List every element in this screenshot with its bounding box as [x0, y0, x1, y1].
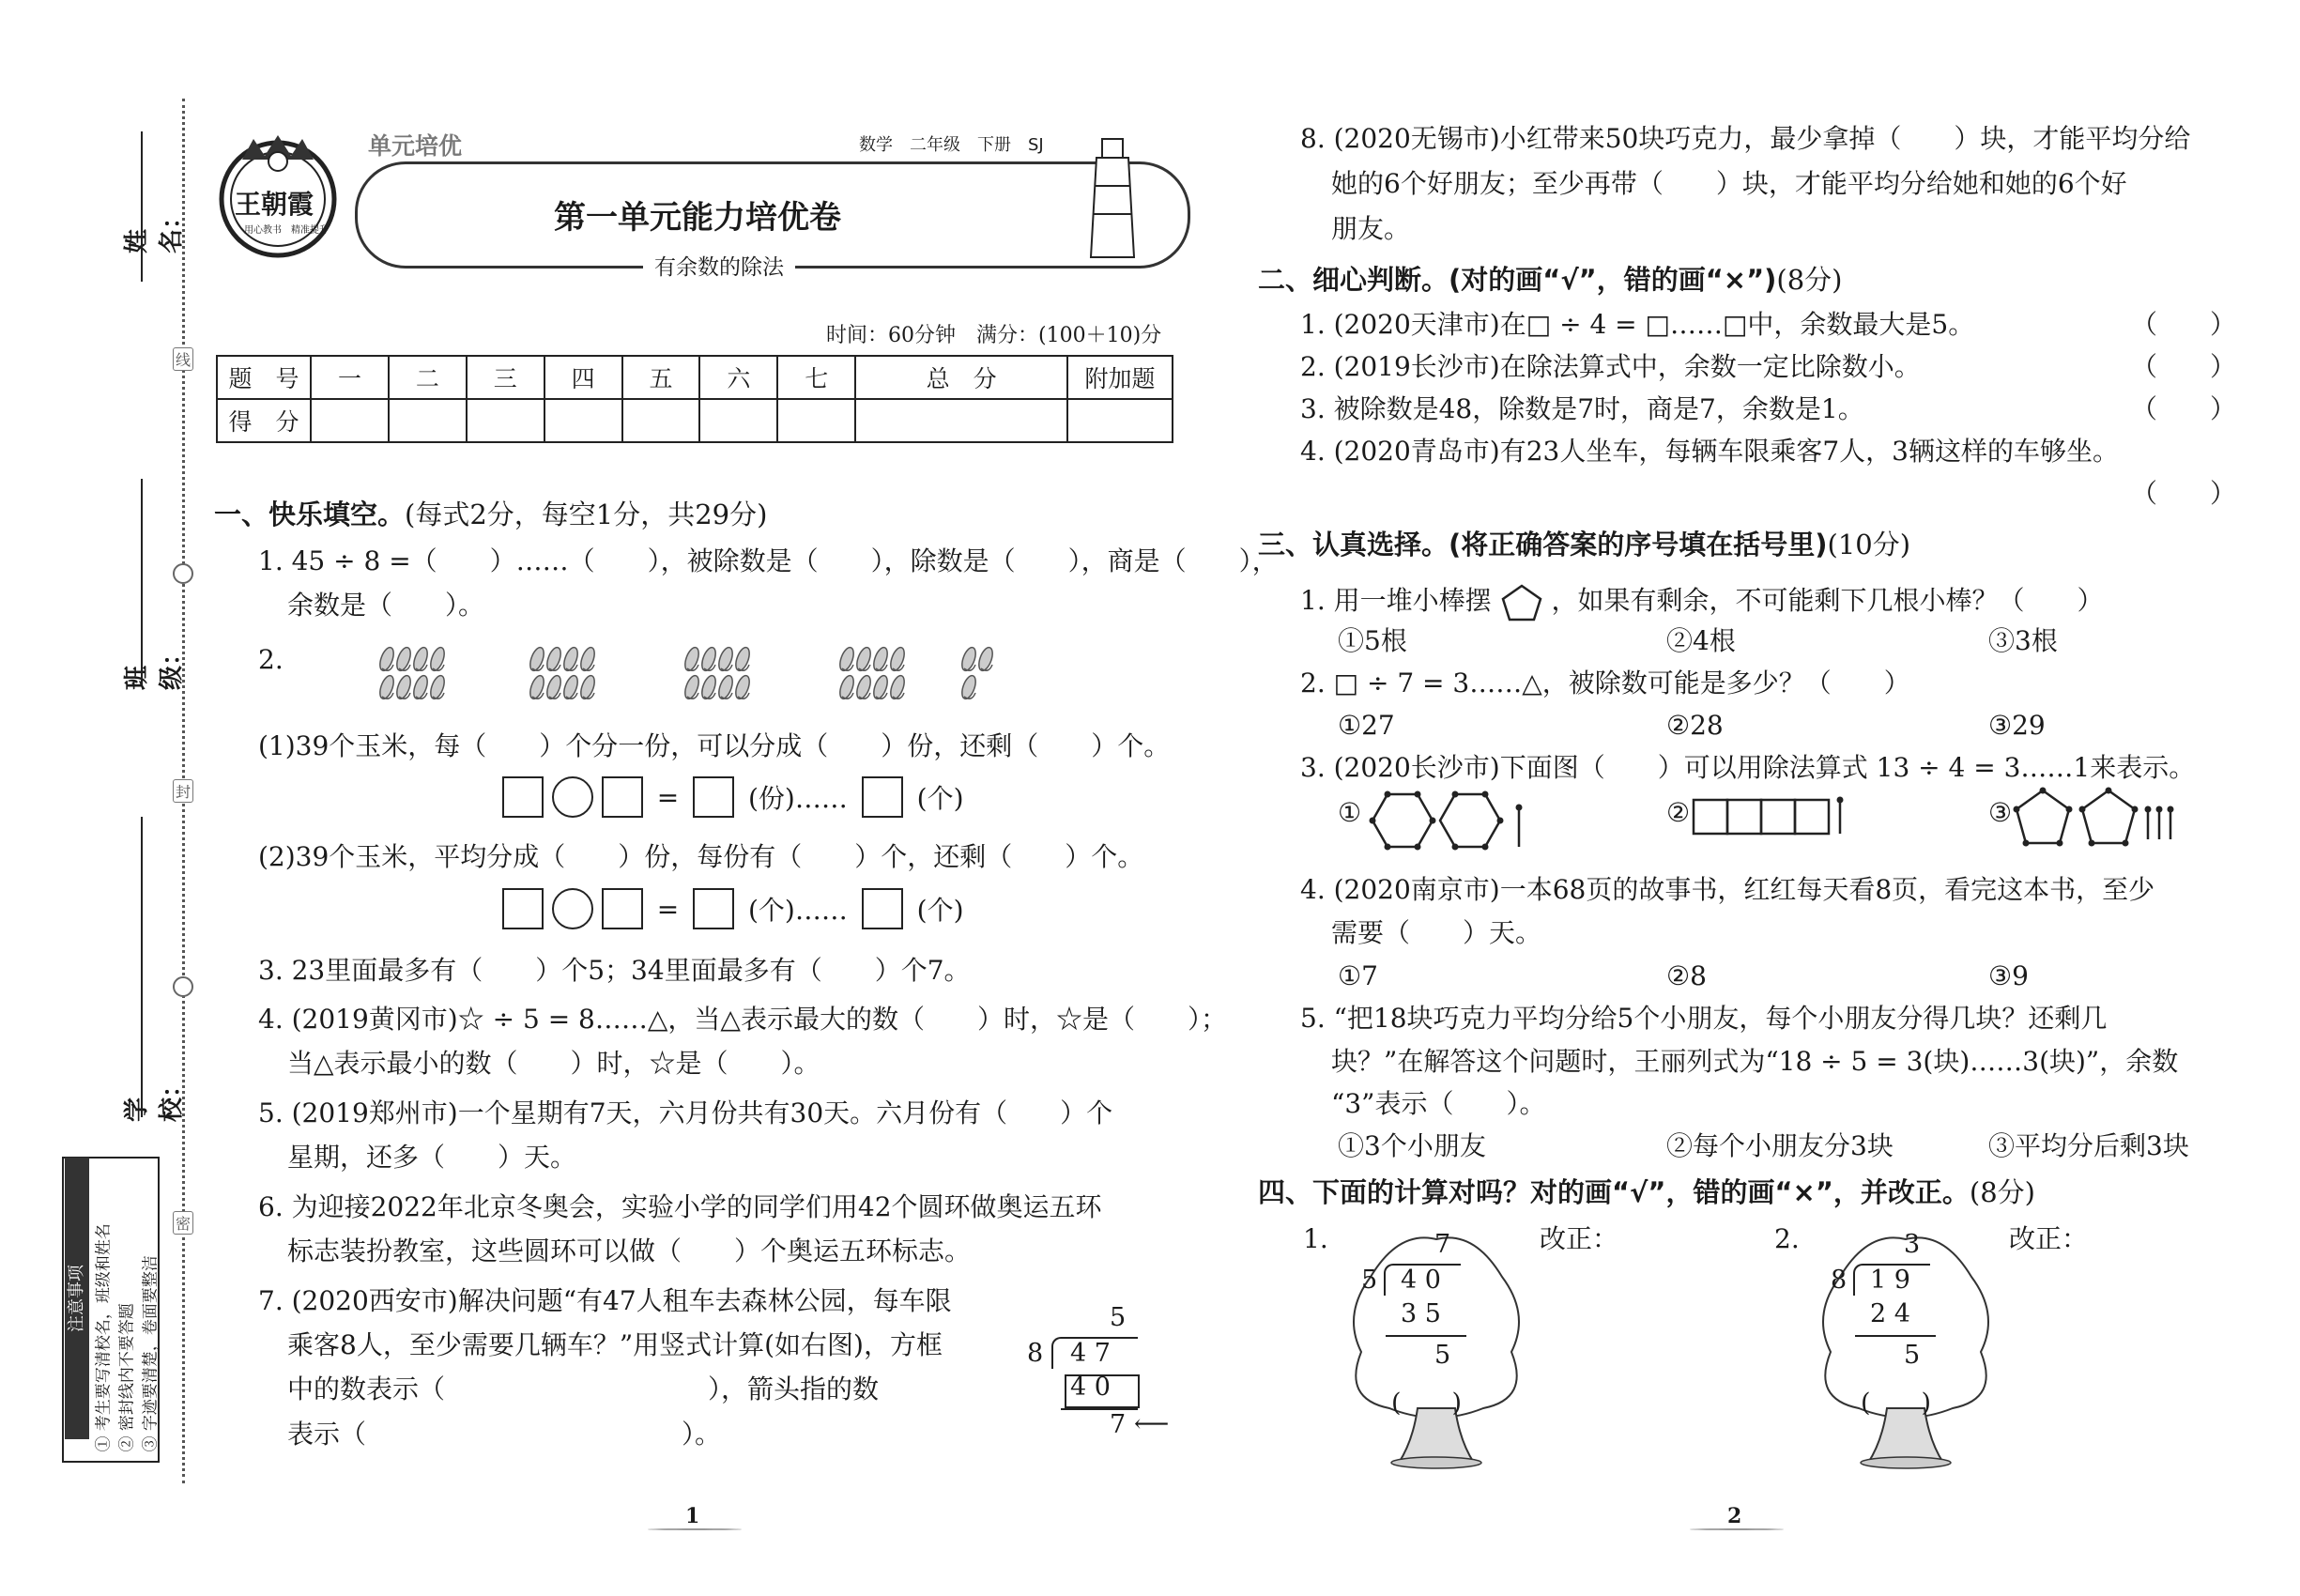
- division-product: 4 0: [1070, 1373, 1111, 1402]
- judge-item: 3. 被除数是48，除数是7时，商是7，余数是1。: [1300, 393, 1864, 424]
- section-3-title: 三、认真选择。(将正确答案的序号填在括号里)(10分): [1258, 529, 1911, 560]
- choice-option[interactable]: ③: [1988, 797, 2013, 828]
- score-header-cell: 附加题: [1067, 356, 1173, 399]
- operator-circle[interactable]: [552, 776, 593, 818]
- choice-option[interactable]: ②28: [1666, 710, 1724, 741]
- name-label: 姓 名：: [123, 204, 186, 253]
- score-cell[interactable]: [467, 399, 544, 442]
- unit-label: (个): [916, 783, 964, 814]
- seal-char-secret: 密: [173, 1211, 193, 1235]
- score-table-score-row: [217, 399, 1173, 442]
- division-line: [1061, 1408, 1138, 1410]
- section-4-title: 四、下面的计算对吗？对的画“√”，错的画“×”，并改正。(8分): [1258, 1176, 2035, 1208]
- choice-5-line-3: “3”表示（ ）。: [1331, 1088, 1546, 1119]
- division-product: 3 5: [1401, 1299, 1441, 1328]
- long-division-calc-2: [1831, 1230, 1953, 1418]
- binding-margin: [0, 0, 191, 1596]
- choice-option[interactable]: ③9: [1988, 960, 2029, 991]
- seal-char-line: 线: [173, 347, 193, 371]
- choice-5-line-1: 5. “把18块巧克力平均分给5个小朋友，每个小朋友分得几块？还剩几: [1300, 1003, 2108, 1034]
- division-line: [1386, 1335, 1466, 1337]
- choice-option[interactable]: ③29: [1988, 710, 2046, 741]
- notice-item: ① 考生要写清校名，班级和姓名: [94, 1223, 114, 1452]
- choice-1-stem: 1. 用一堆小棒摆 ，如果有剩余，不可能剩下几根小棒？（ ）: [1300, 580, 2103, 622]
- choice-option[interactable]: ②: [1666, 797, 1691, 828]
- choice-option[interactable]: ①5根: [1338, 625, 1407, 656]
- division-product: 2 4: [1870, 1299, 1910, 1328]
- seal-knot-icon: [173, 976, 193, 997]
- unit-label: (个)……: [748, 895, 848, 926]
- choice-option[interactable]: ②8: [1666, 960, 1707, 991]
- question-8-line-1: 8. (2020无锡市)小红带来50块巧克力，最少拿掉（ ）块，才能平均分给: [1300, 123, 2191, 154]
- notice-title: 注意事项: [65, 1158, 89, 1439]
- score-header-cell: 三: [467, 356, 544, 399]
- page-number-right: 2: [1727, 1504, 1742, 1528]
- unit-label: (份)……: [748, 783, 848, 814]
- seal-char-seal: 封: [173, 779, 193, 803]
- choice-option[interactable]: ①3个小朋友: [1338, 1130, 1486, 1161]
- judge-item: 4. (2020青岛市)有23人坐车，每辆车限乘客7人，3辆这样的车够坐。: [1300, 436, 2119, 467]
- score-header-cell: 六: [699, 356, 777, 399]
- page-title: 第一单元能力培优卷: [554, 199, 841, 237]
- judge-answer-paren[interactable]: （ ）: [2131, 393, 2237, 424]
- choice-option[interactable]: ①: [1338, 797, 1362, 828]
- answer-box[interactable]: [693, 776, 734, 818]
- score-header-cell: 七: [777, 356, 855, 399]
- long-division-q7: [1023, 1303, 1170, 1444]
- pentagon-sticks-figure: [2011, 785, 2180, 864]
- name-field[interactable]: [141, 131, 143, 282]
- corn-illustration: [376, 638, 1023, 727]
- choice-3-stem: 3. (2020长沙市)下面图（ ）可以用除法算式 13 ÷ 4 = 3……1来表示。: [1300, 752, 2196, 783]
- class-field[interactable]: [141, 479, 143, 685]
- unit-label: (个): [916, 895, 964, 926]
- question-5-line-1: 5. (2019郑州市)一个星期有7天，六月份共有30天。六月份有（ ）个: [258, 1097, 1113, 1128]
- judge-item: 1. (2020天津市)在□ ÷ 4 = □……□中，余数最大是5。: [1300, 309, 1975, 340]
- brand-tagline: 用心教书 精准提升: [244, 225, 329, 236]
- judge-answer-paren[interactable]: （ ）: [2131, 309, 2237, 340]
- seal-knot-icon: [173, 563, 193, 584]
- question-7-line-4: 表示（ ）。: [287, 1419, 722, 1450]
- division-quotient: 5: [1110, 1303, 1127, 1332]
- choice-4-line-1: 4. (2020南京市)一本68页的故事书，红红每天看8页，看完这本书，至少: [1300, 874, 2155, 905]
- question-4-line-2: 当△表示最小的数（ ）时，☆是（ ）。: [287, 1048, 820, 1079]
- series-label: 单元培优: [368, 132, 463, 160]
- division-divisor: 5: [1361, 1266, 1378, 1295]
- question-8-line-3: 朋友。: [1331, 213, 1411, 244]
- calc-2-number: 2.: [1774, 1223, 1800, 1254]
- question-7-line-1: 7. (2020西安市)解决问题“有47人租车去森林公园，每车限: [258, 1285, 952, 1316]
- exam-time-info: 时间：60分钟 满分：(100＋10)分: [826, 324, 1162, 347]
- section-1-title: 一、快乐填空。(每式2分，每空1分，共29分): [214, 499, 768, 530]
- question-4-line-1: 4. (2019黄冈市)☆ ÷ 5 = 8……△，当△表示最大的数（ ）时，☆是（ ）；: [258, 1004, 1227, 1035]
- answer-box[interactable]: [862, 888, 903, 929]
- notice-box: [62, 1157, 160, 1463]
- choice-5-line-2: 块？”在解答这个问题时，王丽列式为“18 ÷ 5 = 3(块)……3(块)”，余数: [1331, 1046, 2179, 1077]
- question-2-part-2: (2)39个玉米，平均分成（ ）份，每份有（ ）个，还剩（ ）个。: [258, 841, 1144, 872]
- choice-2-stem: 2. □ ÷ 7 = 3……△，被除数可能是多少？（ ）: [1300, 668, 1910, 698]
- choice-option[interactable]: ①7: [1338, 960, 1378, 991]
- score-header-cell: 一: [311, 356, 389, 399]
- choice-4-line-2: 需要（ ）天。: [1331, 917, 1542, 948]
- answer-box[interactable]: [502, 776, 544, 818]
- division-dividend: 4 0: [1401, 1266, 1441, 1295]
- calc-1-number: 1.: [1303, 1223, 1328, 1254]
- division-divisor: 8: [1831, 1266, 1848, 1295]
- score-row-label: 得 分: [217, 399, 311, 442]
- judge-answer-paren[interactable]: （ ）: [2131, 478, 2237, 509]
- judge-answer-paren[interactable]: （ ）: [2131, 351, 2237, 382]
- hexagon-sticks-figure: [1361, 787, 1530, 858]
- operator-circle[interactable]: [552, 888, 593, 929]
- answer-box[interactable]: [602, 776, 643, 818]
- question-6-line-1: 6. 为迎接2022年北京冬奥会，实验小学的同学们用42个圆环做奥运五环: [258, 1191, 1102, 1222]
- question-1-line-2: 余数是（ ）。: [287, 590, 485, 621]
- section-2-title: 二、细心判断。(对的画“√”，错的画“×”)(8分): [1258, 264, 1843, 296]
- question-2-number: 2.: [258, 644, 284, 675]
- division-remainder: 7: [1110, 1410, 1127, 1439]
- score-cell[interactable]: [622, 399, 700, 442]
- question-8-line-2: 她的6个好朋友；至少再带（ ）块，才能平均分给她和她的6个好: [1331, 168, 2127, 199]
- score-header-cell: 四: [544, 356, 622, 399]
- calc-1-fix-label: 改正：: [1540, 1223, 1619, 1254]
- question-5-line-2: 星期，还多（ ）天。: [287, 1142, 577, 1173]
- square-sticks-figure: [1690, 794, 1849, 843]
- notice-item: ② 密封线内不要答题: [117, 1303, 137, 1452]
- question-6-line-2: 标志装扮教室，这些圆环可以做（ ）个奥运五环标志。: [287, 1235, 972, 1266]
- answer-box[interactable]: [693, 888, 734, 929]
- page-number-left: 1: [685, 1504, 700, 1528]
- school-label: 学 校：: [123, 1072, 186, 1122]
- choice-option[interactable]: ①27: [1338, 710, 1395, 741]
- choice-option[interactable]: ③3根: [1988, 625, 2058, 656]
- score-cell[interactable]: [855, 399, 1067, 442]
- calc-judge-paren[interactable]: ( ): [1861, 1389, 1932, 1418]
- arrow-left-icon: ⟵: [1134, 1410, 1170, 1438]
- score-header-cell: 题 号: [217, 356, 311, 399]
- division-dividend: 4 7: [1070, 1339, 1111, 1368]
- page-subtitle: 有余数的除法: [643, 250, 795, 281]
- division-line: [1855, 1335, 1936, 1337]
- calc-2-fix-label: 改正：: [2009, 1223, 2089, 1254]
- division-remainder: 5: [1904, 1341, 1921, 1370]
- division-divisor: 8: [1027, 1339, 1044, 1368]
- division-remainder: 5: [1434, 1341, 1451, 1370]
- calc-judge-paren[interactable]: ( ): [1391, 1389, 1463, 1418]
- page-number-ornament: [1690, 1528, 1784, 1530]
- choice-option[interactable]: ③平均分后剩3块: [1988, 1130, 2189, 1161]
- lighthouse-icon: [1080, 130, 1145, 265]
- long-division-calc-1: [1361, 1230, 1483, 1418]
- score-header-cell: 二: [389, 356, 467, 399]
- pentagon-icon: [1500, 583, 1543, 622]
- brand-name: 王朝霞: [235, 189, 314, 220]
- judge-item: 2. (2019长沙市)在除法算式中，余数一定比除数小。: [1300, 351, 1921, 382]
- school-field[interactable]: [141, 817, 143, 1117]
- page-number-ornament: [648, 1528, 742, 1530]
- score-table: [216, 355, 1173, 443]
- division-quotient: 7: [1434, 1230, 1451, 1259]
- answer-box[interactable]: [502, 888, 544, 929]
- score-cell[interactable]: [777, 399, 855, 442]
- brand-logo: [214, 131, 342, 259]
- score-header-cell: 五: [622, 356, 700, 399]
- score-table-header-row: [217, 356, 1173, 399]
- class-label: 班 级：: [123, 640, 186, 690]
- question-2-part-1: (1)39个玉米，每（ ）个分一份，可以分成（ ）份，还剩（ ）个。: [258, 730, 1171, 761]
- equation-row-1: = (份)…… (个): [502, 776, 970, 818]
- question-7-line-3: 中的数表示（ ），箭头指的数: [287, 1373, 880, 1404]
- choice-option[interactable]: ②每个小朋友分3块: [1666, 1130, 1894, 1161]
- notice-item: ③ 字迹要清楚，卷面要整洁: [141, 1255, 161, 1452]
- equation-row-2: = (个)…… (个): [502, 888, 970, 929]
- question-3: 3. 23里面最多有（ ）个5；34里面最多有（ ）个7。: [258, 955, 971, 986]
- subject-meta: 数学 二年级 下册 SJ: [859, 135, 1044, 155]
- choice-option[interactable]: ②4根: [1666, 625, 1736, 656]
- score-cell[interactable]: [699, 399, 777, 442]
- score-cell[interactable]: [389, 399, 467, 442]
- answer-box[interactable]: [862, 776, 903, 818]
- question-7-line-2: 乘客8人，至少需要几辆车？”用竖式计算(如右图)，方框: [287, 1329, 943, 1360]
- score-cell[interactable]: [311, 399, 389, 442]
- answer-box[interactable]: [602, 888, 643, 929]
- score-header-cell: 总 分: [855, 356, 1067, 399]
- question-1-line-1: 1. 45 ÷ 8 =（ ）……（ ），被除数是（ ），除数是（ ），商是（ ），: [258, 545, 1279, 576]
- score-cell[interactable]: [544, 399, 622, 442]
- division-dividend: 1 9: [1870, 1266, 1910, 1295]
- division-quotient: 3: [1904, 1230, 1921, 1259]
- score-cell[interactable]: [1067, 399, 1173, 442]
